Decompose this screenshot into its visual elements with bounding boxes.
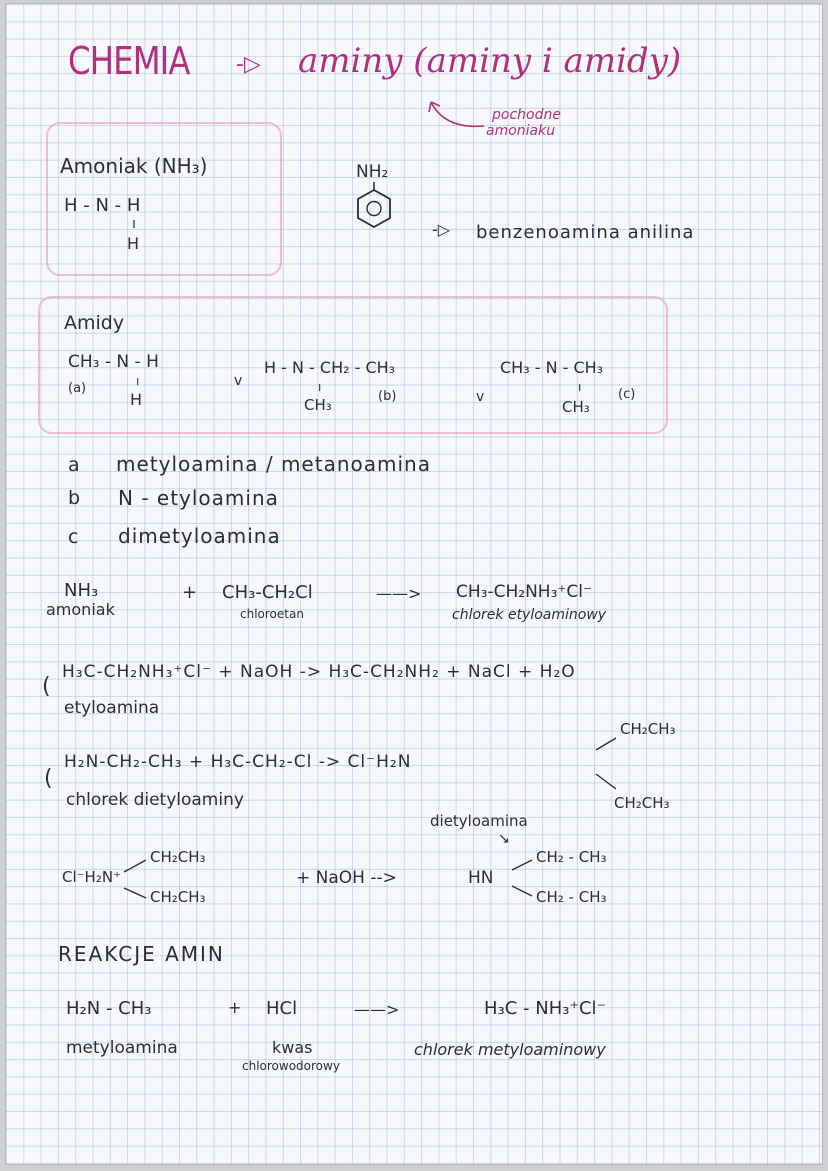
title-main: aminy (aminy i amidy): [298, 41, 682, 81]
r1-product: CH₃-CH₂NH₃⁺Cl⁻: [456, 582, 592, 602]
r1-reagent-name: chloroetan: [240, 607, 304, 621]
r1-arrow: ——>: [376, 584, 422, 603]
r3-label-arrow: ↘: [498, 831, 510, 847]
aniline-name: benzenoamina anilina: [476, 222, 695, 243]
r3-note: chlorek dietyloaminy: [66, 790, 244, 810]
r4-right: HN: [468, 868, 494, 888]
r2-equation: H₃C-CH₂NH₃⁺Cl⁻ + NaOH -> H₃C-CH₂NH₂ + NaCl + H₂O: [62, 662, 576, 682]
title-arrow: -▷: [236, 52, 261, 77]
r5-product-name: chlorek metyloaminowy: [414, 1040, 606, 1059]
name-text-b: N - etyloamina: [118, 486, 279, 510]
r4-right-top: CH₂ - CH₃: [536, 848, 607, 866]
aniline-group: NH₂: [356, 162, 389, 182]
name-letter-b: b: [68, 487, 81, 509]
amide-c-stem: ı: [578, 380, 582, 394]
amide-c-bottom: CH₃: [562, 398, 590, 416]
r2-bracket: (: [42, 674, 51, 699]
title-note-line2: amoniaku: [486, 123, 556, 139]
r4-left: Cl⁻H₂N⁺: [62, 868, 121, 886]
r1-plus: +: [182, 582, 198, 603]
name-letter-c: c: [68, 526, 79, 548]
ammonia-row: H - N - H: [64, 195, 141, 216]
amide-b-main: H - N - CH₂ - CH₃: [264, 358, 396, 377]
r5-reagent-name1: kwas: [272, 1038, 313, 1057]
r5-arrow: ——>: [354, 1000, 400, 1019]
aniline-arrow: -▷: [432, 220, 451, 239]
title-left: CHEMIA: [68, 39, 190, 83]
amide-or-2: v: [476, 389, 485, 405]
amide-c-tag: (c): [618, 387, 636, 402]
section-heading: REAKCJE AMIN: [58, 942, 225, 966]
r1-left: NH₃: [64, 580, 99, 601]
r2-note: etyloamina: [64, 698, 160, 718]
ammonia-stem: ı: [132, 216, 136, 232]
r5-product: H₃C - NH₃⁺Cl⁻: [484, 998, 607, 1019]
r3-equation: H₂N-CH₂-CH₃ + H₃C-CH₂-Cl -> Cl⁻H₂N: [64, 752, 412, 772]
amide-a-stem: ı: [136, 374, 140, 388]
amide-a-bottom: H: [130, 390, 143, 409]
r5-reagent-name2: chlorowodorowy: [242, 1059, 340, 1073]
r3-branch-top: CH₂CH₃: [620, 720, 676, 738]
amide-b-stem: ı: [318, 380, 322, 394]
r3-product-label: dietyloamina: [430, 812, 528, 830]
notebook-page: [6, 4, 822, 1164]
r5-left-name: metyloamina: [66, 1038, 178, 1058]
ammonia-bottom: H: [127, 234, 140, 253]
r4-right-bottom: CH₂ - CH₃: [536, 888, 607, 906]
title-note-line1: pochodne: [492, 107, 561, 123]
amide-a-main: CH₃ - N - H: [68, 352, 159, 372]
name-text-c: dimetyloamina: [118, 524, 281, 548]
r3-bracket: (: [44, 766, 53, 791]
r1-left-name: amoniak: [46, 600, 115, 619]
amide-b-bottom: CH₃: [304, 396, 332, 414]
r3-branch-bottom: CH₂CH₃: [614, 794, 670, 812]
amide-c-main: CH₃ - N - CH₃: [500, 358, 604, 377]
ammonia-label: Amoniak (NH₃): [60, 154, 208, 178]
amide-a-tag: (a): [68, 381, 87, 396]
amide-b-tag: (b): [378, 389, 397, 404]
amides-label: Amidy: [64, 312, 125, 334]
r5-plus: +: [228, 998, 242, 1017]
amide-or-1: v: [234, 373, 243, 389]
r1-product-name: chlorek etyloaminowy: [452, 607, 607, 623]
r5-reagent: HCl: [266, 998, 298, 1019]
r4-middle: + NaOH -->: [296, 868, 397, 888]
r5-left: H₂N - CH₃: [66, 998, 152, 1019]
name-letter-a: a: [68, 454, 80, 476]
name-text-a: metyloamina / metanoamina: [116, 452, 431, 476]
r4-left-bottom: CH₂CH₃: [150, 888, 206, 906]
r4-left-top: CH₂CH₃: [150, 848, 206, 866]
r1-reagent: CH₃-CH₂Cl: [222, 582, 313, 603]
